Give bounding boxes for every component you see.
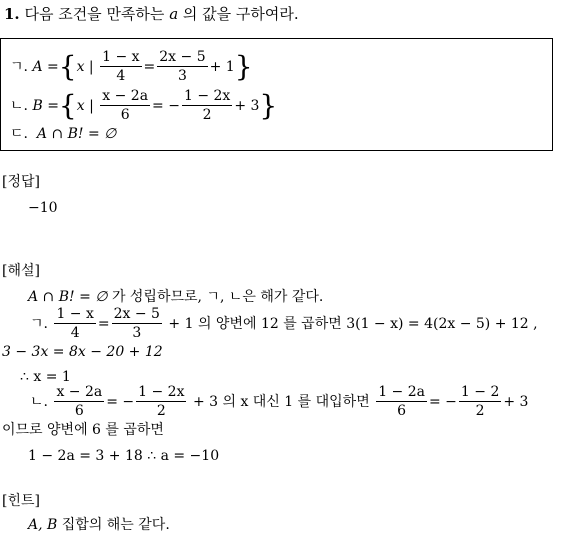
solution-line-2-frac1-den: 4 bbox=[70, 325, 80, 341]
solution-line-2-frac2-den: 3 bbox=[132, 325, 142, 341]
condition-a-eq: = bbox=[47, 58, 59, 75]
condition-b-set: B bbox=[32, 97, 43, 114]
solution-line-2-frac1 bbox=[54, 307, 95, 340]
solution-line-4: ∴ x = 1 bbox=[20, 369, 71, 385]
condition-b-frac1-den: 6 bbox=[120, 107, 130, 123]
problem-statement-end: 의 값을 구하여라. bbox=[182, 5, 299, 23]
condition-c-label: ㄷ. bbox=[10, 126, 28, 142]
solution-line-1-math: A ∩ B! = ∅ bbox=[28, 289, 108, 305]
hint-text: 집합의 해는 같다. bbox=[61, 517, 170, 533]
solution-line-2-frac2 bbox=[112, 307, 162, 340]
solution-line-5-eq2: = − bbox=[428, 393, 457, 410]
answer-heading: [정답] bbox=[2, 174, 40, 190]
condition-a-frac2 bbox=[157, 50, 207, 83]
condition-c-expr: A ∩ B! = ∅ bbox=[36, 126, 117, 142]
condition-b bbox=[10, 89, 277, 122]
condition-b-frac2-num: 1 − 2x bbox=[183, 88, 231, 104]
problem-line bbox=[4, 7, 299, 22]
condition-b-eq: = bbox=[47, 97, 59, 114]
solution-line-2-label: ㄱ. bbox=[30, 315, 48, 332]
condition-a-set: A bbox=[32, 58, 43, 75]
condition-b-frac2 bbox=[182, 89, 232, 122]
solution-line-5-frac2-den: 2 bbox=[156, 403, 166, 419]
solution-line-7: 1 − 2a = 3 + 18 ∴ a = −10 bbox=[28, 448, 220, 464]
answer-value: −10 bbox=[28, 200, 58, 216]
condition-a-brace-close: } bbox=[234, 49, 253, 83]
solution-line-2 bbox=[30, 307, 538, 340]
solution-line-5-eq: = − bbox=[106, 393, 135, 410]
solution-line-1 bbox=[28, 290, 323, 304]
condition-a-frac1 bbox=[100, 50, 141, 83]
solution-line-3: 3 − 3x = 8x − 20 + 12 bbox=[2, 344, 163, 360]
hint-heading: [힌트] bbox=[2, 493, 40, 509]
solution-line-1-text: 가 성립하므로, ㄱ, ㄴ은 해가 같다. bbox=[111, 289, 324, 305]
condition-b-frac1-num: x − 2a bbox=[102, 88, 149, 104]
condition-b-brace-close: } bbox=[259, 88, 278, 122]
solution-line-2-tail: + 1 의 양변에 12 를 곱하면 3(1 − x) = 4(2x − 5) + 12 , bbox=[168, 315, 538, 332]
solution-line-2-frac2-num: 2x − 5 bbox=[113, 306, 160, 322]
solution-line-5-frac4-num: 1 − 2 bbox=[460, 384, 500, 400]
solution-line-5-label: ㄴ. bbox=[30, 393, 48, 410]
condition-a-tail: + 1 bbox=[209, 58, 235, 75]
condition-a-frac2-den: 3 bbox=[177, 68, 187, 84]
condition-b-mid: = − bbox=[152, 97, 180, 114]
solution-heading: [해설] bbox=[2, 263, 40, 279]
solution-line-5-frac2-num: 1 − 2x bbox=[138, 384, 185, 400]
solution-line-5-frac1 bbox=[54, 385, 104, 418]
solution-line-5-frac4 bbox=[459, 385, 501, 418]
problem-statement: 다음 조건을 만족하는 bbox=[24, 5, 165, 23]
solution-line-2-eq: = bbox=[97, 315, 110, 332]
solution-line-5-tail: + 3 bbox=[503, 393, 529, 410]
condition-a-mid: = bbox=[143, 58, 156, 75]
solution-line-5-frac3 bbox=[376, 385, 427, 418]
condition-a-label: ㄱ. bbox=[10, 58, 28, 75]
solution-line-6: 이므로 양변에 6 를 곱하면 bbox=[2, 422, 164, 438]
condition-a-brace-open: { bbox=[58, 49, 77, 83]
solution-line-5-frac4-den: 2 bbox=[475, 403, 485, 419]
solution-line-5-frac1-num: x − 2a bbox=[56, 384, 103, 400]
condition-a-frac2-num: 2x − 5 bbox=[159, 49, 206, 65]
condition-b-frac1 bbox=[100, 89, 150, 122]
solution-line-5-mid: + 3 의 x 대신 1 를 대입하면 bbox=[192, 393, 370, 410]
hint-line bbox=[28, 518, 170, 532]
condition-a-frac1-den: 4 bbox=[116, 68, 126, 84]
condition-a-frac1-num: 1 − x bbox=[102, 49, 140, 65]
condition-b-frac2-den: 2 bbox=[202, 107, 212, 123]
condition-b-tail: + 3 bbox=[234, 97, 260, 114]
solution-line-5-frac1-den: 6 bbox=[74, 403, 84, 419]
condition-b-label: ㄴ. bbox=[10, 97, 28, 114]
solution-line-2-frac1-num: 1 − x bbox=[56, 306, 94, 322]
solution-line-5-frac3-num: 1 − 2a bbox=[378, 384, 425, 400]
hint-math: A, B bbox=[28, 517, 58, 533]
condition-b-xbar: x | bbox=[76, 97, 94, 114]
condition-a bbox=[10, 50, 253, 83]
problem-variable: a bbox=[169, 5, 179, 23]
solution-line-5-frac3-den: 6 bbox=[397, 403, 407, 419]
solution-line-5-frac2 bbox=[136, 385, 186, 418]
solution-line-5 bbox=[30, 385, 528, 418]
problem-number: 1. bbox=[4, 5, 20, 23]
condition-a-xbar: x | bbox=[76, 58, 94, 75]
condition-b-brace-open: { bbox=[58, 88, 77, 122]
condition-c bbox=[10, 127, 116, 141]
